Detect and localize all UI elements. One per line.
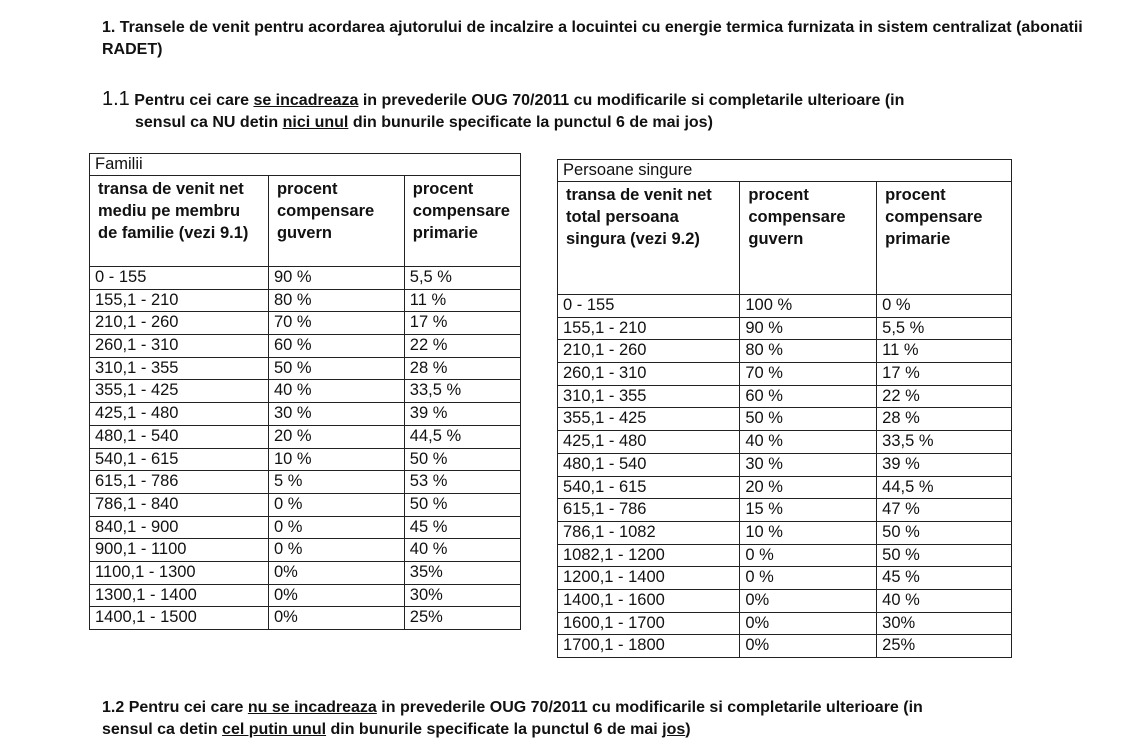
familii-cell-primarie: 33,5 %	[404, 380, 520, 403]
singure-row	[558, 408, 1012, 431]
singure-row	[558, 295, 1012, 318]
singure-cell-primarie: 25%	[877, 635, 1012, 658]
familii-cell-primarie: 35%	[404, 561, 520, 584]
section-1-heading	[102, 17, 1087, 61]
singure-cell-guvern: 100 %	[740, 295, 877, 318]
familii-cell-guvern: 0%	[268, 607, 404, 630]
section-1-2-text-b: in prevederile OUG 70/2011 cu modificarile si completarile ulterioare (in	[376, 699, 923, 716]
familii-row	[90, 516, 521, 539]
familii-cell-guvern: 5 %	[268, 471, 404, 494]
singure-row	[558, 589, 1012, 612]
singure-header-primarie: procent compensare primarie	[877, 182, 1012, 295]
singure-cell-guvern: 0%	[740, 635, 877, 658]
singure-cell-primarie: 45 %	[877, 567, 1012, 590]
singure-row	[558, 499, 1012, 522]
singure-cell-transa: 615,1 - 786	[558, 499, 740, 522]
singure-cell-guvern: 0 %	[740, 567, 877, 590]
familii-header-guvern: procent compensare guvern	[268, 176, 404, 267]
singure-cell-guvern: 15 %	[740, 499, 877, 522]
singure-cell-transa: 355,1 - 425	[558, 408, 740, 431]
familii-row	[90, 380, 521, 403]
singure-cell-guvern: 90 %	[740, 317, 877, 340]
section-1-1-text-a: Pentru cei care	[134, 92, 254, 109]
familii-cell-transa: 480,1 - 540	[90, 425, 269, 448]
familii-cell-transa: 840,1 - 900	[90, 516, 269, 539]
singure-cell-primarie: 40 %	[877, 589, 1012, 612]
familii-table	[89, 153, 521, 630]
singure-row	[558, 476, 1012, 499]
familii-cell-transa: 1100,1 - 1300	[90, 561, 269, 584]
singure-row	[558, 431, 1012, 454]
familii-row	[90, 471, 521, 494]
section-1-2-underline-2: cel putin unul	[222, 721, 327, 738]
section-1-1-text-b: in prevederile OUG 70/2011 cu modificarile si completarile ulterioare (in	[358, 92, 905, 109]
singure-cell-transa: 540,1 - 615	[558, 476, 740, 499]
singure-row	[558, 612, 1012, 635]
singure-cell-transa: 1400,1 - 1600	[558, 589, 740, 612]
familii-table-title: Familii	[90, 154, 521, 176]
familii-cell-transa: 355,1 - 425	[90, 380, 269, 403]
singure-table-title: Persoane singure	[558, 160, 1012, 182]
singure-cell-guvern: 60 %	[740, 385, 877, 408]
singure-row	[558, 453, 1012, 476]
familii-cell-guvern: 80 %	[268, 289, 404, 312]
familii-row	[90, 312, 521, 335]
familii-cell-transa: 260,1 - 310	[90, 335, 269, 358]
familii-cell-primarie: 39 %	[404, 403, 520, 426]
familii-row	[90, 561, 521, 584]
singure-header-transa: transa de venit net total persoana singura (vezi 9.2)	[558, 182, 740, 295]
singure-cell-primarie: 50 %	[877, 521, 1012, 544]
familii-row	[90, 448, 521, 471]
familii-cell-primarie: 50 %	[404, 493, 520, 516]
section-1-2-text-e: )	[685, 721, 691, 738]
singure-cell-transa: 1700,1 - 1800	[558, 635, 740, 658]
singure-cell-guvern: 0%	[740, 612, 877, 635]
section-1-2-underline-3: jos	[662, 721, 686, 738]
familii-row	[90, 425, 521, 448]
familii-row	[90, 357, 521, 380]
singure-cell-guvern: 80 %	[740, 340, 877, 363]
familii-cell-primarie: 11 %	[404, 289, 520, 312]
singure-row	[558, 317, 1012, 340]
singure-cell-transa: 1200,1 - 1400	[558, 567, 740, 590]
singure-cell-primarie: 33,5 %	[877, 431, 1012, 454]
section-1-1-underline-2: nici unul	[282, 114, 349, 131]
section-1-1-paragraph	[102, 88, 1087, 134]
familii-row	[90, 335, 521, 358]
singure-cell-guvern: 50 %	[740, 408, 877, 431]
familii-cell-transa: 900,1 - 1100	[90, 539, 269, 562]
singure-cell-primarie: 17 %	[877, 363, 1012, 386]
familii-cell-guvern: 0%	[268, 584, 404, 607]
singure-cell-transa: 310,1 - 355	[558, 385, 740, 408]
familii-cell-primarie: 53 %	[404, 471, 520, 494]
singure-cell-guvern: 20 %	[740, 476, 877, 499]
familii-cell-guvern: 50 %	[268, 357, 404, 380]
singure-row	[558, 635, 1012, 658]
singure-cell-transa: 425,1 - 480	[558, 431, 740, 454]
singure-row	[558, 385, 1012, 408]
singure-cell-primarie: 22 %	[877, 385, 1012, 408]
familii-cell-transa: 1400,1 - 1500	[90, 607, 269, 630]
familii-cell-guvern: 0%	[268, 561, 404, 584]
familii-cell-primarie: 40 %	[404, 539, 520, 562]
familii-cell-guvern: 60 %	[268, 335, 404, 358]
singure-cell-guvern: 0 %	[740, 544, 877, 567]
section-1-1-number: 1.1	[102, 88, 130, 110]
singure-header-guvern: procent compensare guvern	[740, 182, 877, 295]
section-1-2-line-1	[102, 697, 1087, 719]
familii-row	[90, 267, 521, 290]
familii-cell-guvern: 0 %	[268, 539, 404, 562]
section-1-1-text-c: sensul ca NU detin	[135, 114, 283, 131]
singure-cell-primarie: 0 %	[877, 295, 1012, 318]
singure-cell-transa: 480,1 - 540	[558, 453, 740, 476]
section-1-2-text-c: sensul ca detin	[102, 721, 223, 738]
singure-cell-primarie: 47 %	[877, 499, 1012, 522]
familii-cell-primarie: 44,5 %	[404, 425, 520, 448]
familii-cell-guvern: 0 %	[268, 493, 404, 516]
familii-header-primarie: procent compensare primarie	[404, 176, 520, 267]
singure-cell-transa: 260,1 - 310	[558, 363, 740, 386]
singure-cell-transa: 1600,1 - 1700	[558, 612, 740, 635]
singure-cell-guvern: 0%	[740, 589, 877, 612]
singure-row	[558, 340, 1012, 363]
section-1-1-text-d: din bunurile specificate la punctul 6 de mai jos)	[348, 114, 713, 131]
familii-row	[90, 539, 521, 562]
familii-header-transa: transa de venit net mediu pe membru de familie (vezi 9.1)	[90, 176, 269, 267]
section-1-2-text-a: Pentru cei care	[124, 699, 248, 716]
singure-cell-transa: 1082,1 - 1200	[558, 544, 740, 567]
singure-cell-transa: 786,1 - 1082	[558, 521, 740, 544]
familii-row	[90, 584, 521, 607]
familii-cell-transa: 540,1 - 615	[90, 448, 269, 471]
section-1-1-line-1	[102, 88, 1087, 112]
section-1-2-line-2	[102, 719, 1087, 741]
singure-cell-primarie: 5,5 %	[877, 317, 1012, 340]
familii-cell-transa: 310,1 - 355	[90, 357, 269, 380]
familii-cell-transa: 1300,1 - 1400	[90, 584, 269, 607]
familii-cell-guvern: 90 %	[268, 267, 404, 290]
section-1-2-underline-1: nu se incadreaza	[247, 699, 377, 716]
familii-cell-guvern: 70 %	[268, 312, 404, 335]
singure-row	[558, 363, 1012, 386]
singure-cell-guvern: 10 %	[740, 521, 877, 544]
familii-cell-primarie: 22 %	[404, 335, 520, 358]
singure-cell-guvern: 30 %	[740, 453, 877, 476]
familii-cell-primarie: 5,5 %	[404, 267, 520, 290]
familii-cell-transa: 155,1 - 210	[90, 289, 269, 312]
familii-cell-primarie: 50 %	[404, 448, 520, 471]
singure-row	[558, 544, 1012, 567]
singure-row	[558, 567, 1012, 590]
section-1-2-paragraph	[102, 697, 1087, 741]
singure-cell-transa: 210,1 - 260	[558, 340, 740, 363]
familii-cell-transa: 615,1 - 786	[90, 471, 269, 494]
familii-row	[90, 493, 521, 516]
singure-cell-primarie: 28 %	[877, 408, 1012, 431]
singure-row	[558, 521, 1012, 544]
section-1-2-text-d: din bunurile specificate la punctul 6 de mai	[326, 721, 663, 738]
familii-cell-transa: 210,1 - 260	[90, 312, 269, 335]
familii-cell-guvern: 0 %	[268, 516, 404, 539]
singure-cell-transa: 155,1 - 210	[558, 317, 740, 340]
familii-cell-primarie: 28 %	[404, 357, 520, 380]
singure-cell-primarie: 30%	[877, 612, 1012, 635]
familii-cell-primarie: 30%	[404, 584, 520, 607]
familii-row	[90, 289, 521, 312]
singure-cell-primarie: 44,5 %	[877, 476, 1012, 499]
familii-cell-primarie: 45 %	[404, 516, 520, 539]
familii-cell-guvern: 20 %	[268, 425, 404, 448]
familii-row	[90, 403, 521, 426]
familii-row	[90, 607, 521, 630]
familii-cell-transa: 0 - 155	[90, 267, 269, 290]
singure-cell-primarie: 11 %	[877, 340, 1012, 363]
section-1-1-line-2	[102, 112, 1087, 134]
singure-cell-guvern: 70 %	[740, 363, 877, 386]
section-1-text: 1. Transele de venit pentru acordarea ajutorului de incalzire a locuintei cu energie termica furnizata in sistem centralizat (abonatii RADET)	[102, 19, 1083, 58]
singure-cell-transa: 0 - 155	[558, 295, 740, 318]
section-1-2-number: 1.2	[102, 699, 125, 716]
familii-cell-guvern: 40 %	[268, 380, 404, 403]
familii-cell-guvern: 10 %	[268, 448, 404, 471]
familii-cell-guvern: 30 %	[268, 403, 404, 426]
section-1-1-underline-1: se incadreaza	[253, 92, 359, 109]
singure-cell-primarie: 39 %	[877, 453, 1012, 476]
familii-cell-primarie: 17 %	[404, 312, 520, 335]
singure-cell-guvern: 40 %	[740, 431, 877, 454]
singure-cell-primarie: 50 %	[877, 544, 1012, 567]
persoane-singure-table	[557, 159, 1012, 658]
familii-cell-transa: 425,1 - 480	[90, 403, 269, 426]
familii-cell-transa: 786,1 - 840	[90, 493, 269, 516]
familii-cell-primarie: 25%	[404, 607, 520, 630]
